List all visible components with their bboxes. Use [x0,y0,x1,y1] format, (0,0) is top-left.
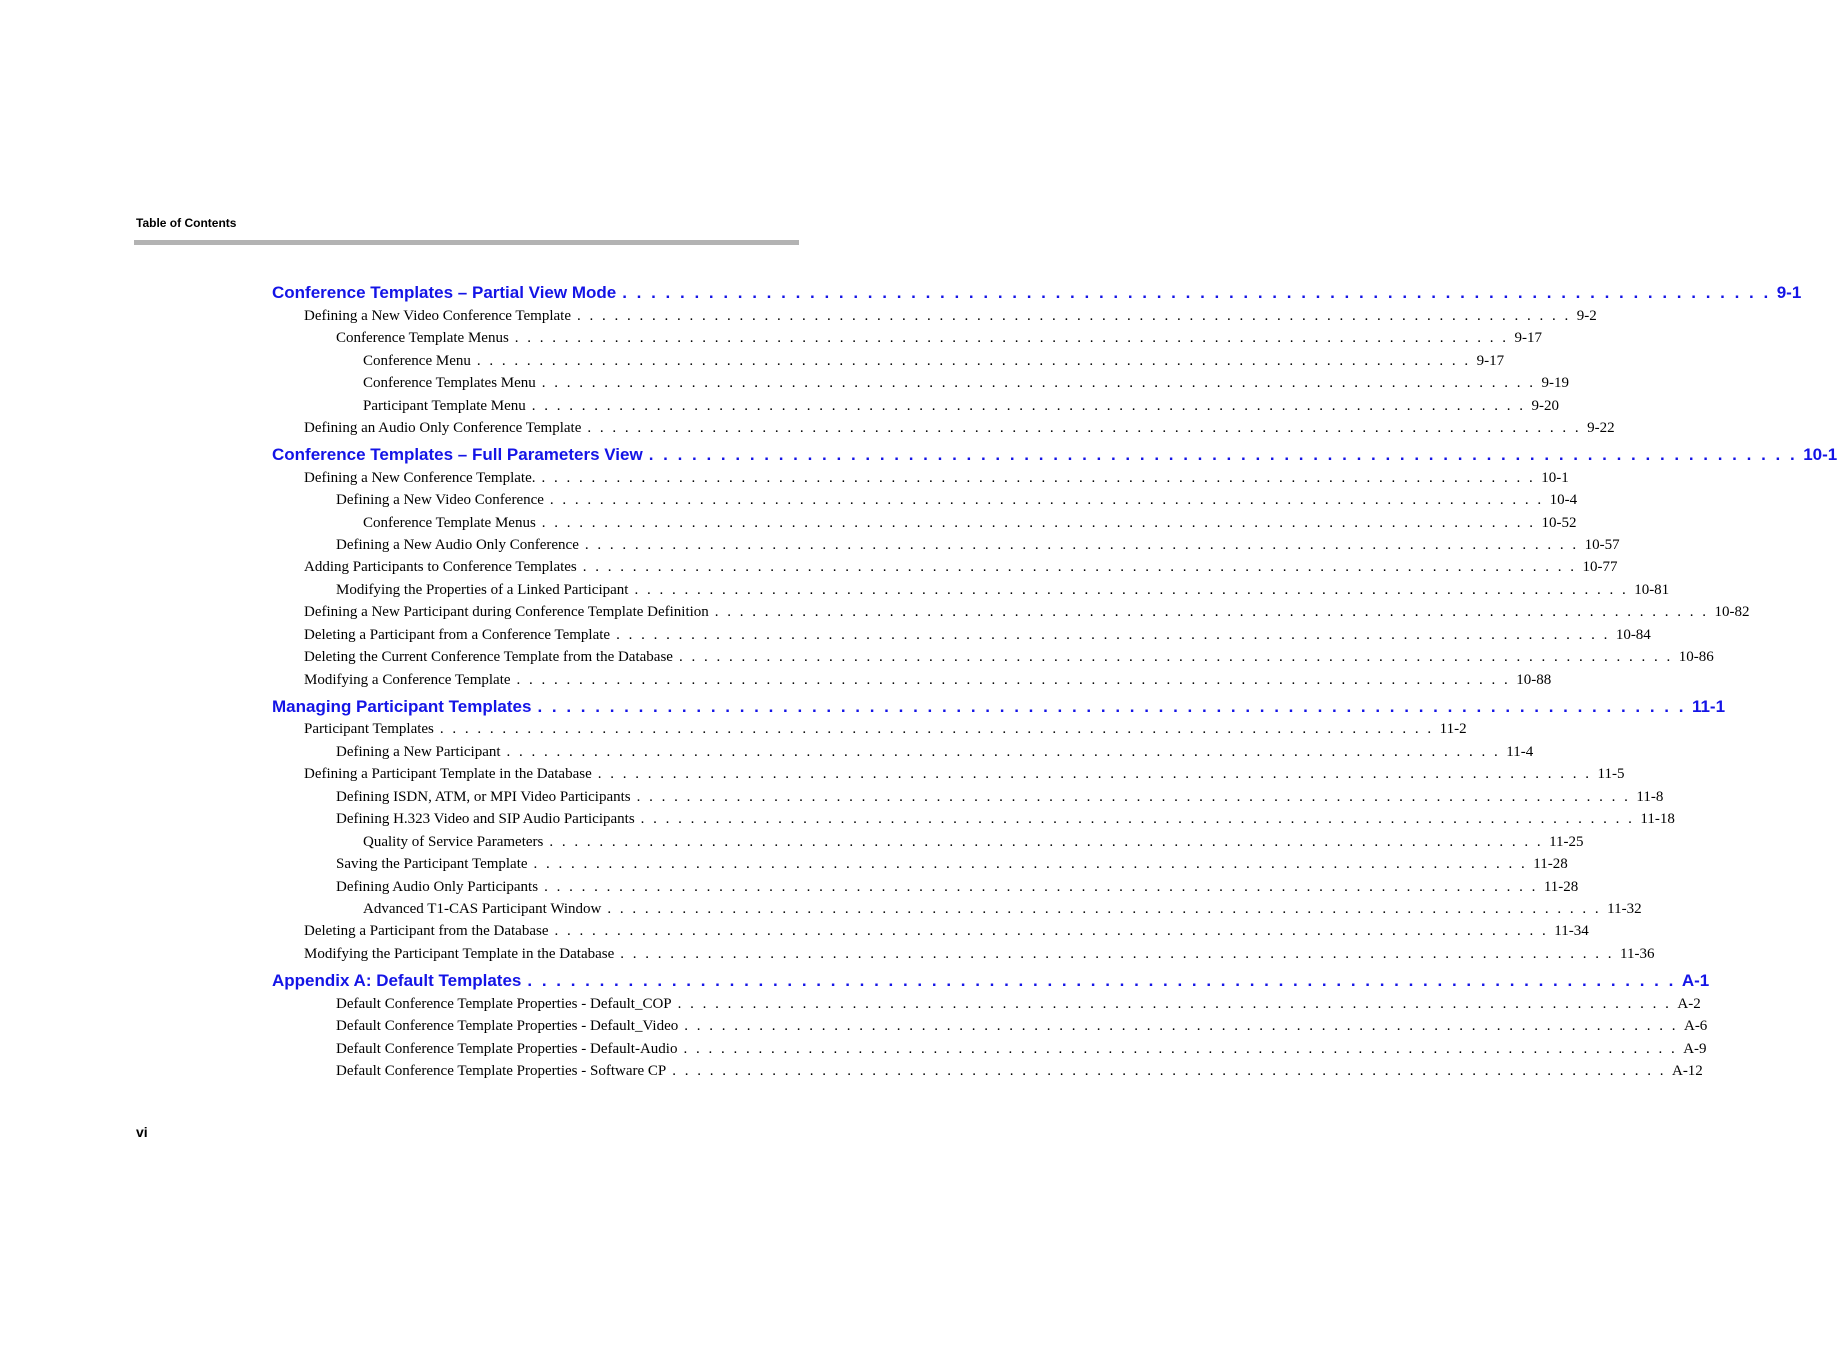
toc-entry-title: Conference Templates – Full Parameters View [272,445,643,464]
toc-entry-title: Conference Menu [363,353,471,369]
toc-leader-dots: . . . . . . . . . . . . . . . . . . . . . . . . . . . . . . . . . . . . . . . . . . . . . . . . . . . . . . . . . . . . . . . . . . . . . . . . . . . . . . . . [683,1041,1678,1057]
toc-leader-dots: . . . . . . . . . . . . . . . . . . . . . . . . . . . . . . . . . . . . . . . . . . . . . . . . . . . . . . . . . . . . . . . . . . . . . . . . . . . . . . . . [544,879,1538,895]
toc-leader-dots: . . . . . . . . . . . . . . . . . . . . . . . . . . . . . . . . . . . . . . . . . . . . . . . . . . . . . . . . . . . . . . . . . . . . . . . . . . . . . . . . [514,330,1509,346]
toc-page-number: A-6 [1683,1018,1708,1034]
toc-page-number: 10-1 [1541,470,1569,486]
toc-entry-link[interactable] [336,744,1534,764]
toc-leader-dots: . . . . . . . . . . . . . . . . . . . . . . . . . . . . . . . . . . . . . . . . . . . . . . . . . . . . . . . . . . . . . . . . . . . . . . . . . . . . . . . . [439,721,1434,737]
toc-entry-link[interactable] [363,353,1505,373]
toc-entry-title: Appendix A: Default Templates [272,971,522,990]
toc-leader-dots: . . . . . . . . . . . . . . . . . . . . . . . . . . . . . . . . . . . . . . . . . . . . . . . . . . . . . . . . . . . . . . . . . . . . . . . . . . . . . . . . [640,811,1635,827]
toc-leader-dots: . . . . . . . . . . . . . . . . . . . . . . . . . . . . . . . . . . . . . . . . . . . . . . . . . . . . . . . . . . . . . . . . . . . . . . . . . . . . . . . . [582,559,1577,575]
toc-entry-title: Participant Template Menu [363,398,526,414]
toc-entry-link[interactable] [336,856,1568,876]
toc-leader-dots: . . . . . . . . . . . . . . . . . . . . . . . . . . . . . . . . . . . . . . . . . . . . . . . . . . . . . . . . . . . . . . . . . . . . . . . . . . . . . . . . [576,308,1571,324]
toc-page-number: 10-84 [1615,627,1651,643]
toc-leader-dots: . . . . . . . . . . . . . . . . . . . . . . . . . . . . . . . . . . . . . . . . . . . . . . . . . . . . . . . . . . . . . . . . . . . . . . . . . . . . . . . . [620,946,1615,962]
toc-page-number: A-12 [1671,1063,1703,1079]
toc-entry-title: Adding Participants to Conference Templates [304,559,577,575]
toc-entry-title: Defining a New Audio Only Conference [336,537,579,553]
toc-leader-dots: . . . . . . . . . . . . . . . . . . . . . . . . . . . . . . . . . . . . . . . . . . . . . . . . . . . . . . . . . . . . . . . . . . . . . . . . . . . . . . . . [636,789,1631,805]
toc-leader-dots: . . . . . . . . . . . . . . . . . . . . . . . . . . . . . . . . . . . . . . . . . . . . . . . . . . . . . . . . . . . . . . . . . . . . . . . . . . . . . . . . [634,582,1629,598]
toc-entry-link[interactable] [304,420,1615,440]
toc-page-number: 10-81 [1634,582,1670,598]
toc-leader-dots: . . . . . . . . . . . . . . . . . . . . . . . . . . . . . . . . . . . . . . . . . . . . . . . . . . . . . . . . . . . . . . . . . . . . . . . . . . . . . . . . [554,923,1549,939]
toc-leader-dots: . . . . . . . . . . . . . . . . . . . . . . . . . . . . . . . . . . . . . . . . . . . . . . . . . . . . . . . . . . . . . . . . . . . . . . . . . . . . . . . . [622,283,1771,302]
running-header: Table of Contents [136,216,237,230]
toc-leader-dots: . . . . . . . . . . . . . . . . . . . . . . . . . . . . . . . . . . . . . . . . . . . . . . . . . . . . . . . . . . . . . . . . . . . . . . . . . . . . . . . . [516,672,1511,688]
toc-page-number: A-1 [1681,971,1710,990]
toc-entry-link[interactable] [304,308,1597,328]
toc-page-number: 11-8 [1636,789,1664,805]
toc-page-number: 11-32 [1607,901,1642,917]
toc-page-number: 9-2 [1576,308,1597,324]
toc-page-number: 9-1 [1776,283,1802,302]
toc-entry-title: Default Conference Template Properties - Default_COP [336,996,672,1012]
toc-leader-dots: . . . . . . . . . . . . . . . . . . . . . . . . . . . . . . . . . . . . . . . . . . . . . . . . . . . . . . . . . . . . . . . . . . . . . . . . . . . . . . . . [648,445,1798,464]
toc-entry-title: Defining a New Video Conference Template [304,308,571,324]
toc-entry-link[interactable] [304,604,1750,624]
toc-page-number: 11-18 [1640,811,1675,827]
toc-leader-dots: . . . . . . . . . . . . . . . . . . . . . . . . . . . . . . . . . . . . . . . . . . . . . . . . . . . . . . . . . . . . . . . . . . . . . . . . . . . . . . . . [616,627,1610,643]
toc-entry-title: Managing Participant Templates [272,697,532,716]
toc-entry-title: Defining a New Participant [336,744,501,760]
toc-entry-link[interactable] [363,375,1570,395]
toc-entry-link[interactable] [304,649,1714,669]
toc-entry-title: Defining a Participant Template in the Database [304,766,592,782]
toc-entry-link[interactable] [304,470,1569,490]
toc-page-number: 9-22 [1587,420,1615,436]
toc-entry-title: Defining H.323 Video and SIP Audio Participants [336,811,635,827]
toc-leader-dots: . . . . . . . . . . . . . . . . . . . . . . . . . . . . . . . . . . . . . . . . . . . . . . . . . . . . . . . . . . . . . . . . . . . . . . . . . . . . . . . . [677,996,1672,1012]
toc-page-number: 10-77 [1582,559,1618,575]
toc-leader-dots: . . . . . . . . . . . . . . . . . . . . . . . . . . . . . . . . . . . . . . . . . . . . . . . . . . . . . . . . . . . . . . . . . . . . . . . . . . . . . . . . [537,697,1686,716]
toc-entry-title: Default Conference Template Properties - Software CP [336,1063,667,1079]
toc-entry-link[interactable] [363,901,1642,921]
toc-entry-link[interactable] [336,330,1543,350]
toc-leader-dots: . . . . . . . . . . . . . . . . . . . . . . . . . . . . . . . . . . . . . . . . . . . . . . . . . . . . . . . . . . . . . . . . . . . . . . . . . . . . . . . . [541,470,1536,486]
toc-entry-title: Default Conference Template Properties - Default-Audio [336,1041,678,1057]
toc-page-number: 10-86 [1678,649,1714,665]
toc-page-number: 11-28 [1543,879,1579,895]
toc-entry-title: Defining ISDN, ATM, or MPI Video Participants [336,789,631,805]
toc-leader-dots: . . . . . . . . . . . . . . . . . . . . . . . . . . . . . . . . . . . . . . . . . . . . . . . . . . . . . . . . . . . . . . . . . . . . . . . . . . . . . . . . [527,971,1676,990]
toc-leader-dots: . . . . . . . . . . . . . . . . . . . . . . . . . . . . . . . . . . . . . . . . . . . . . . . . . . . . . . . . . . . . . . . . . . . . . . . . . . . . . . . . [587,420,1582,436]
toc-entry-link[interactable] [304,923,1589,943]
toc-page-number: 9-19 [1541,375,1570,391]
toc-page-number: A-9 [1683,1041,1707,1057]
toc-leader-dots: . . . . . . . . . . . . . . . . . . . . . . . . . . . . . . . . . . . . . . . . . . . . . . . . . . . . . . . . . . . . . . . . . . . . . . . . . . . . . . . . [541,375,1536,391]
toc-entry-link[interactable] [363,398,1560,418]
toc-page-number: 9-17 [1514,330,1543,346]
toc-leader-dots: . . . . . . . . . . . . . . . . . . . . . . . . . . . . . . . . . . . . . . . . . . . . . . . . . . . . . . . . . . . . . . . . . . . . . . . . . . . . . . . . [597,766,1592,782]
toc-entry-title: Deleting a Participant from the Database [304,923,549,939]
toc-leader-dots: . . . . . . . . . . . . . . . . . . . . . . . . . . . . . . . . . . . . . . . . . . . . . . . . . . . . . . . . . . . . . . . . . . . . . . . . . . . . . . . . [531,398,1526,414]
toc-page-number: 10-88 [1516,672,1552,688]
toc-entry-title: Quality of Service Parameters [363,834,544,850]
page-number: vi [136,1124,148,1140]
toc-entry-link[interactable] [336,1041,1707,1061]
toc-page-number: 11-28 [1533,856,1568,872]
toc-leader-dots: . . . . . . . . . . . . . . . . . . . . . . . . . . . . . . . . . . . . . . . . . . . . . . . . . . . . . . . . . . . . . . . . . . . . . . . . . . . . . . . . [607,901,1602,917]
toc-entry-title: Defining Audio Only Participants [336,879,539,895]
toc-entry-title: Defining a New Video Conference [336,492,544,508]
toc-leader-dots: . . . . . . . . . . . . . . . . . . . . . . . . . . . . . . . . . . . . . . . . . . . . . . . . . . . . . . . . . . . . . . . . . . . . . . . . . . . . . . . . [714,604,1709,620]
toc-chapter-link[interactable] [272,697,1726,719]
toc-page-number: 10-1 [1803,445,1837,464]
toc-entry-link[interactable] [336,811,1675,831]
toc-leader-dots: . . . . . . . . . . . . . . . . . . . . . . . . . . . . . . . . . . . . . . . . . . . . . . . . . . . . . . . . . . . . . . . . . . . . . . . . . . . . . . . . [541,515,1536,531]
toc-entry-title: Conference Templates – Partial View Mode [272,283,617,302]
toc-leader-dots: . . . . . . . . . . . . . . . . . . . . . . . . . . . . . . . . . . . . . . . . . . . . . . . . . . . . . . . . . . . . . . . . . . . . . . . . . . . . . . . . [533,856,1528,872]
toc-entry-title: Advanced T1-CAS Participant Window [363,901,602,917]
toc-entry-link[interactable] [304,766,1625,786]
toc-page-number: 11-2 [1439,721,1467,737]
toc-entry-link[interactable] [336,789,1664,809]
toc-entry-link[interactable] [336,537,1620,557]
toc-entry-title: Defining a New Conference Template. [304,470,536,486]
toc-page-number: 11-36 [1620,946,1655,962]
toc-entry-title: Modifying a Conference Template [304,672,511,688]
toc-leader-dots: . . . . . . . . . . . . . . . . . . . . . . . . . . . . . . . . . . . . . . . . . . . . . . . . . . . . . . . . . . . . . . . . . . . . . . . . . . . . . . . . [684,1018,1678,1034]
toc-leader-dots: . . . . . . . . . . . . . . . . . . . . . . . . . . . . . . . . . . . . . . . . . . . . . . . . . . . . . . . . . . . . . . . . . . . . . . . . . . . . . . . . [476,353,1471,369]
toc-entry-title: Conference Template Menus [363,515,536,531]
toc-page-number: 10-52 [1541,515,1577,531]
toc-entry-link[interactable] [304,672,1552,692]
toc-page-number: 11-34 [1554,923,1589,939]
toc-entry-link[interactable] [363,834,1584,854]
toc-entry-link[interactable] [304,559,1618,579]
toc-entry-link[interactable] [304,627,1651,647]
toc-leader-dots: . . . . . . . . . . . . . . . . . . . . . . . . . . . . . . . . . . . . . . . . . . . . . . . . . . . . . . . . . . . . . . . . . . . . . . . . . . . . . . . . [549,492,1544,508]
toc-entry-title: Participant Templates [304,721,434,737]
toc-page-number: 9-20 [1531,398,1560,414]
toc-page-number: 10-57 [1584,537,1620,553]
toc-entry-link[interactable] [363,515,1577,535]
toc-leader-dots: . . . . . . . . . . . . . . . . . . . . . . . . . . . . . . . . . . . . . . . . . . . . . . . . . . . . . . . . . . . . . . . . . . . . . . . . . . . . . . . . [506,744,1501,760]
toc-entry-link[interactable] [336,996,1701,1016]
toc-entry-title: Modifying the Participant Template in the Database [304,946,615,962]
toc-leader-dots: . . . . . . . . . . . . . . . . . . . . . . . . . . . . . . . . . . . . . . . . . . . . . . . . . . . . . . . . . . . . . . . . . . . . . . . . . . . . . . . . [672,1063,1666,1079]
toc-page-number: A-2 [1677,996,1701,1012]
toc-page-number: 11-4 [1506,744,1534,760]
toc-entry-title: Saving the Participant Template [336,856,528,872]
toc-entry-title: Defining an Audio Only Conference Template [304,420,582,436]
toc-page-number: 11-25 [1549,834,1584,850]
toc-entry-link[interactable] [336,582,1670,602]
toc-chapter-link[interactable] [272,445,1837,467]
toc-entry-link[interactable] [336,1018,1708,1038]
toc-entry-link[interactable] [304,946,1655,966]
toc-entry-title: Modifying the Properties of a Linked Participant [336,582,629,598]
toc-page-number: 10-4 [1549,492,1578,508]
toc-page-number: 10-82 [1714,604,1750,620]
toc-entry-link[interactable] [336,1063,1703,1083]
toc-leader-dots: . . . . . . . . . . . . . . . . . . . . . . . . . . . . . . . . . . . . . . . . . . . . . . . . . . . . . . . . . . . . . . . . . . . . . . . . . . . . . . . . [549,834,1544,850]
toc-page-number: 11-1 [1691,697,1726,716]
toc-entry-link[interactable] [336,492,1578,512]
toc-entry-title: Conference Template Menus [336,330,509,346]
toc-chapter-link[interactable] [272,971,1710,993]
toc-entry-title: Deleting the Current Conference Template from the Database [304,649,673,665]
toc-entry-title: Defining a New Participant during Conference Template Definition [304,604,709,620]
toc-leader-dots: . . . . . . . . . . . . . . . . . . . . . . . . . . . . . . . . . . . . . . . . . . . . . . . . . . . . . . . . . . . . . . . . . . . . . . . . . . . . . . . . [584,537,1579,553]
toc-chapter-link[interactable] [272,283,1802,305]
toc-entry-title: Default Conference Template Properties - Default_Video [336,1018,679,1034]
toc-page-number: 11-5 [1597,766,1625,782]
toc-leader-dots: . . . . . . . . . . . . . . . . . . . . . . . . . . . . . . . . . . . . . . . . . . . . . . . . . . . . . . . . . . . . . . . . . . . . . . . . . . . . . . . . [678,649,1673,665]
toc-entry-title: Conference Templates Menu [363,375,536,391]
toc-page-number: 9-17 [1476,353,1505,369]
toc-entry-link[interactable] [336,879,1579,899]
toc-entry-title: Deleting a Participant from a Conference Template [304,627,611,643]
toc-entry-link[interactable] [304,721,1467,741]
